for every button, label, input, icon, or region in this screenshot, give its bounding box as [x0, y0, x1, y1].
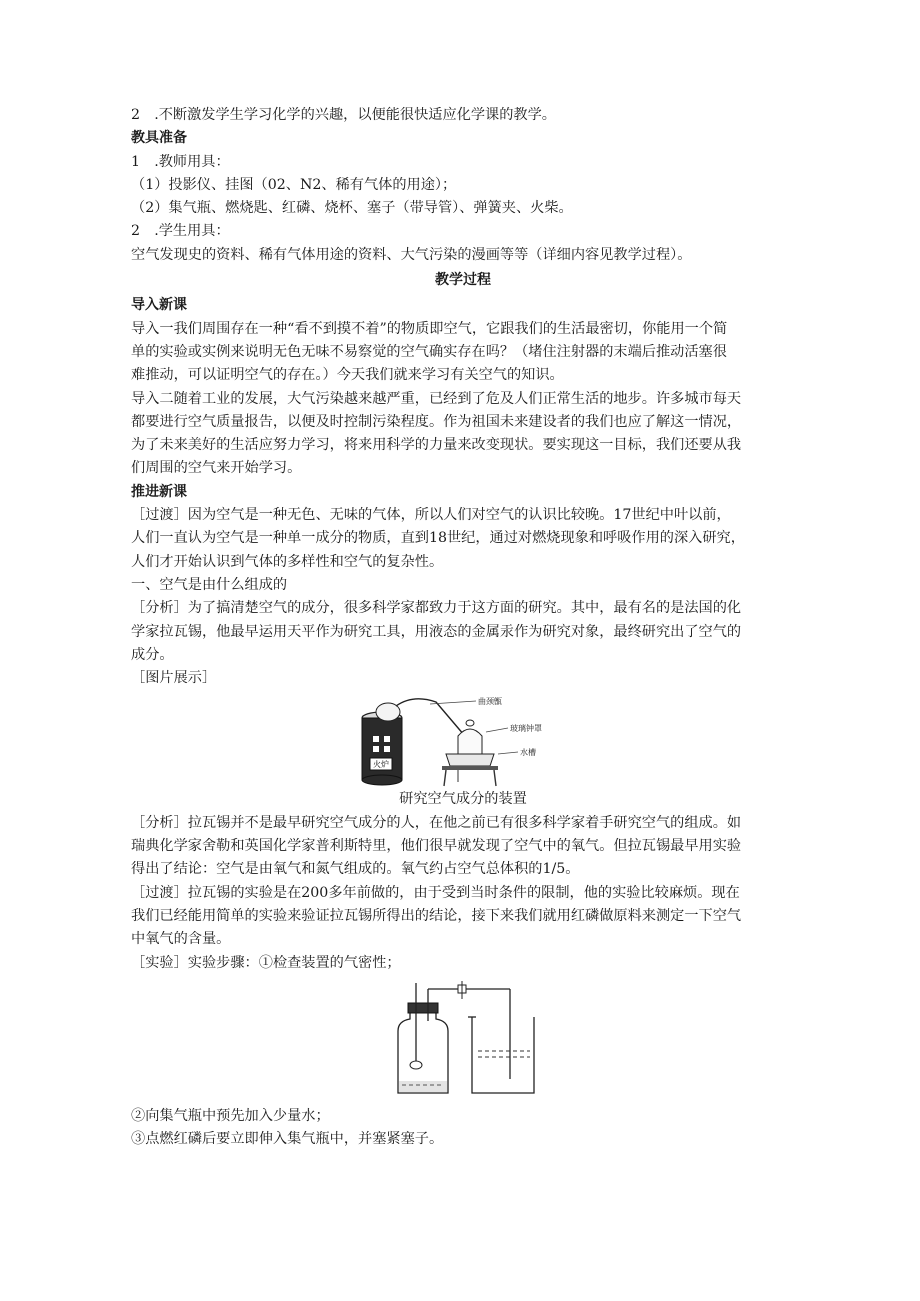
analysis-2-line: 得出了结论：空气是由氧气和氮气组成的。氧气约占空气总体积的1/5。: [131, 861, 580, 878]
label-leader: [498, 752, 518, 754]
teacher-item-2: （2）集气瓶、燃烧匙、红磷、烧杯、塞子（带导管）、弹簧夹、火柴。: [131, 200, 573, 217]
furnace-window: [373, 746, 379, 752]
analysis-2-line: ［分析］拉瓦锡并不是最早研究空气成分的人，在他之前已有很多科学家着手研究空气的组成。如: [131, 814, 742, 831]
intro-2-line: 们周围的空气来开始学习。: [131, 460, 302, 477]
teacher-item-1: （1）投影仪、挂图（02、N2、稀有气体的用途）；: [131, 176, 457, 193]
analysis-1-line: 学家拉瓦锡，他最早运用天平作为研究工具，用液态的金属汞作为研究对象，最终研究出了空气的: [131, 623, 742, 640]
intro-2-line: 都要进行空气质量报告，以便及时控制污染程度。作为祖国未来建设者的我们也应了解这一情况，: [131, 413, 742, 430]
analysis-1-line: 成分。: [131, 646, 174, 663]
table-leg: [494, 770, 496, 786]
furnace-window: [384, 746, 390, 752]
intro-1-line: 导入一我们周围存在一种“看不到摸不着”的物质即空气，它跟我们的生活最密切，你能用一个简: [131, 320, 728, 337]
intro-2-line: 导入二随着工业的发展，大气污染越来越严重，已经到了危及人们正常生活的地步。许多城市每天: [131, 390, 742, 407]
bell-jar-knob: [466, 720, 474, 726]
furnace-window: [384, 736, 390, 742]
furnace-body: [362, 718, 402, 780]
phosphorus-experiment-figure: [388, 981, 538, 1099]
student-tools-text: 空气发现史的资料、稀有气体用途的资料、大气污染的漫画等等（详细内容见教学过程）。: [131, 246, 692, 263]
transition-2-line: 中氧气的含量。: [131, 931, 231, 948]
intro-1-line: 单的实验或实例来说明无色无味不易察觉的空气确实存在吗？（堵住注射器的末端后推动活塞很: [131, 343, 727, 360]
label-leader: [486, 728, 508, 732]
transition-2-line: 我们已经能用简单的实验来验证拉瓦锡所得出的结论，接下来我们就用红磷做原料来测定一下空气: [131, 907, 742, 924]
document-page: [131, 104, 795, 1151]
analysis-1-line: ［分析］为了搞清楚空气的成分，很多科学家都致力于这方面的研究。其中，最有名的是法国的化: [131, 600, 742, 617]
bell-jar: [458, 729, 482, 756]
lavoisier-apparatus-figure: [358, 696, 568, 788]
advance-heading: 推进新课: [131, 483, 187, 500]
intro-1-line: 难推动，可以证明空气的存在。）今天我们就来学习有关空气的知识。: [131, 367, 564, 384]
picture-show-label: ［图片展示］: [131, 670, 217, 687]
furnace-window: [373, 736, 379, 742]
stopper: [408, 1003, 438, 1013]
student-tools-label: 2 .学生用具：: [131, 223, 230, 240]
water-trough: [446, 754, 494, 766]
process-title: 教学过程: [435, 272, 491, 289]
prep-heading: 教具准备: [131, 130, 187, 147]
section-1-heading: 一、空气是由什么组成的: [131, 576, 288, 593]
transition-1-line: 人们才开始认识到气体的多样性和空气的复杂性。: [131, 553, 444, 570]
intro-2-line: 为了未来美好的生活应努力学习，将来用科学的力量来改变现状。要实现这一目标，我们还要从我: [131, 437, 742, 454]
furnace-base: [362, 775, 402, 785]
experiment-step-3: ③点燃红磷后要立即伸入集气瓶中，并塞紧塞子。: [131, 1131, 444, 1148]
experiment-step-1: ［实验］实验步骤：①检查装置的气密性；: [131, 954, 401, 971]
gas-collecting-bottle: [398, 1011, 448, 1093]
experiment-step-2: ②向集气瓶中预先加入少量水；: [131, 1107, 330, 1124]
transition-2-line: ［过渡］拉瓦锡的实验是在200多年前做的，由于受到当时条件的限制，他的实验比较麻烦。现在: [131, 884, 740, 901]
analysis-2-line: 瑞典化学家舍勒和英国化学家普利斯特里，他们很早就发现了空气中的氧气。但拉瓦锡最早用实验: [131, 838, 742, 855]
objective-2: 2 .不断激发学生学习化学的兴趣，以便能很快适应化学课的教学。: [131, 107, 556, 123]
beaker: [472, 1017, 534, 1093]
table-top: [442, 766, 498, 770]
transition-1-line: 人们一直认为空气是一种单一成分的物质，直到18世纪，通过对燃烧现象和呼吸作用的深入研究，: [131, 530, 745, 547]
bottle-water: [399, 1081, 447, 1092]
intro-heading: 导入新课: [131, 297, 187, 314]
label-bell: 玻璃钟罩: [510, 724, 542, 734]
combustion-spoon: [410, 1061, 422, 1069]
table-leg: [444, 770, 446, 786]
figure-1-caption: 研究空气成分的装置: [399, 791, 527, 808]
furnace-label: 火炉: [373, 760, 389, 770]
label-flask: 曲颈甑: [478, 697, 502, 707]
transition-1-line: ［过渡］因为空气是一种无色、无味的气体，所以人们对空气的认识比较晚。17世纪中叶以前，: [131, 507, 731, 524]
teacher-tools-label: 1 .教师用具：: [131, 153, 230, 170]
label-trough: 水槽: [520, 748, 536, 758]
